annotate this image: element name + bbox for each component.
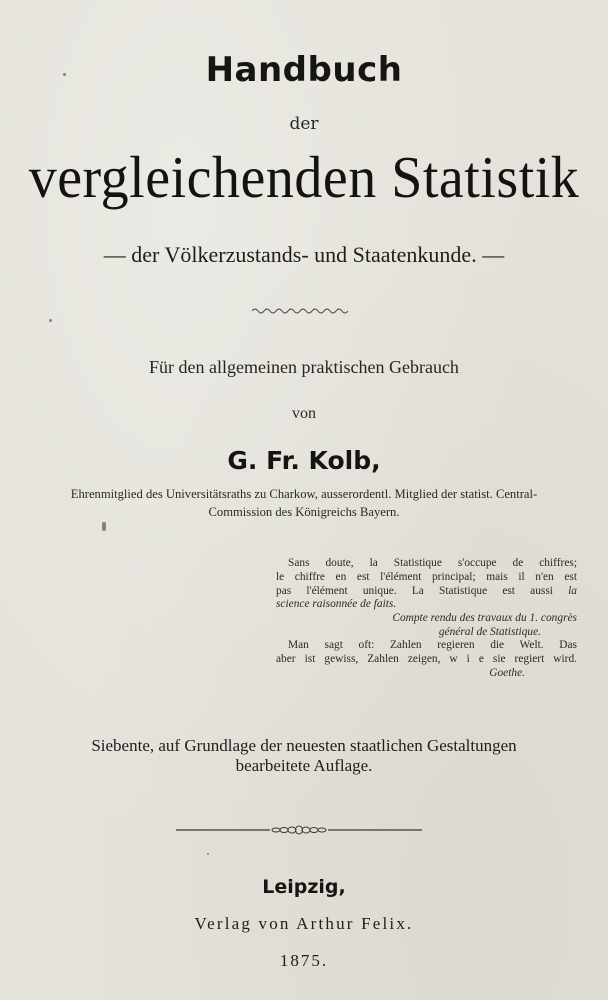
paper-speck xyxy=(207,853,209,855)
epigraph-fr-emphasis: la xyxy=(568,584,577,597)
title-main: Handbuch xyxy=(205,50,403,90)
imprint-publisher: Verlag von Arthur Felix. xyxy=(194,914,414,933)
edition-line1: Siebente, auf Grundlage der neuesten staatlichen Gestaltungen xyxy=(91,736,517,755)
epigraph-fr-line xyxy=(276,585,577,599)
paper-speck xyxy=(102,522,106,531)
purpose-line: Für den allgemeinen praktischen Gebrauch xyxy=(149,357,459,377)
epigraph-french xyxy=(276,557,577,640)
epigraph-fr-source: Compte rendu des travaux du 1. congrès xyxy=(392,612,577,625)
epigraph-german xyxy=(276,639,577,680)
subtitle: — der Völkerzustands- und Staatenkunde. — xyxy=(103,242,505,267)
author-affiliation-line2: Commission des Königreichs Bayern. xyxy=(208,505,400,519)
title-subject: vergleichenden Statistik xyxy=(28,145,580,211)
title-article: der xyxy=(289,114,319,134)
wavy-rule-ornament xyxy=(252,306,348,316)
ornamental-rule xyxy=(176,823,422,837)
epigraph-fr-line: science raisonnée de faits. xyxy=(276,598,397,611)
paper-speck xyxy=(49,319,52,322)
edition-line2: bearbeitete Auflage. xyxy=(235,756,373,775)
imprint-city: Leipzig, xyxy=(262,876,346,898)
epigraph-de-line: Man sagt oft: Zahlen regieren die Welt. Das xyxy=(288,639,577,651)
epigraph-de-source: Goethe. xyxy=(489,666,525,679)
paper-speck xyxy=(63,73,66,76)
author-affiliation-line1: Ehrenmitglied des Universitätsraths zu Charkow, ausserordentl. Mitglied der statist. Central- xyxy=(70,487,538,501)
by-line: von xyxy=(292,405,316,422)
epigraph-fr-line: le chiffre en est l'élément principal; mais il n'en est xyxy=(276,570,577,583)
epigraph-de-line: aber ist gewiss, Zahlen zeigen, w i e sie regiert wird. xyxy=(276,652,577,665)
epigraph-fr-line: Sans doute, la Statistique s'occupe de chiffres; xyxy=(288,557,577,569)
imprint-year: 1875. xyxy=(279,951,329,970)
author-name: G. Fr. Kolb, xyxy=(227,446,381,475)
epigraph-fr-text: pas l'élément unique. La Statistique est aussi xyxy=(276,584,569,597)
epigraph-fr-source: général de Statistique. xyxy=(438,625,541,638)
